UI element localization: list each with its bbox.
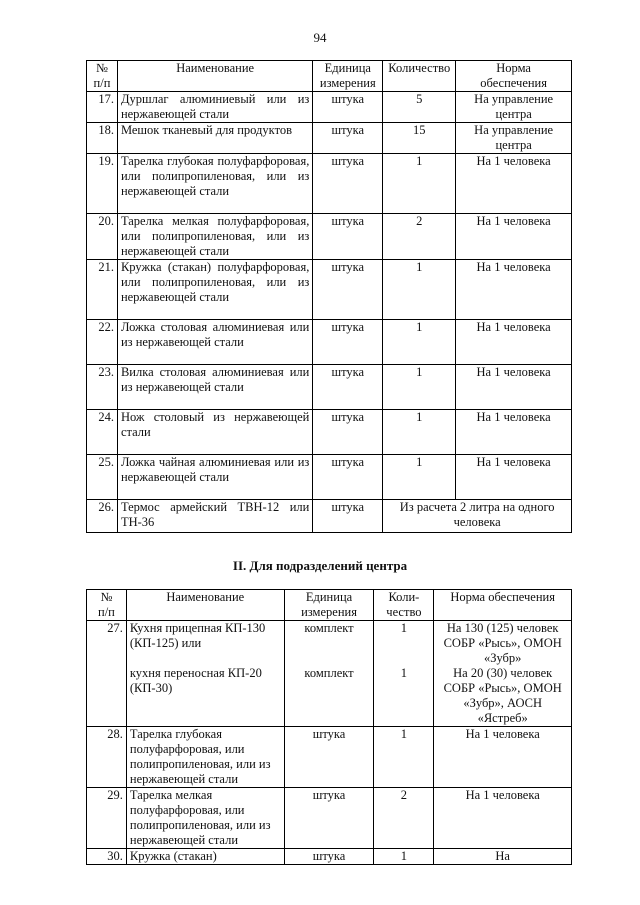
row-num: 26. (87, 500, 118, 533)
header-name: Наименование (126, 590, 284, 621)
page-number: 94 (313, 30, 327, 45)
row-norm: На 1 человека (456, 455, 572, 500)
row-num: 22. (87, 320, 118, 365)
table-row (87, 260, 572, 320)
table-header-row (87, 590, 572, 621)
row-norm: На 1 человека (434, 788, 572, 849)
header-name: Наименование (117, 61, 312, 92)
header-qty: Количество (383, 61, 456, 92)
row-merged-norm: Из расчета 2 литра на одного человека (383, 500, 572, 533)
row-num: 21. (87, 260, 118, 320)
row-name: Кухня прицепная КП-130 (КП-125) или кухня переносная КП-20 (КП-30) (126, 621, 284, 727)
header-norm: Норма обеспечения (456, 61, 572, 92)
table-row (87, 788, 572, 849)
row-qty: 1 (374, 849, 434, 865)
row-unit: штука (313, 154, 383, 214)
section-title: II. Для подразделений центра (232, 558, 408, 573)
row-num: 25. (87, 455, 118, 500)
row-unit: штука (284, 849, 374, 865)
row-name: Тарелка мелкая полуфарфоровая, или полипропиленовая, или из нержавеющей стали (126, 788, 284, 849)
row-num: 17. (87, 92, 118, 123)
row-norm: На 1 человека (456, 214, 572, 260)
table-row (87, 727, 572, 788)
row-name: Ложка чайная алюминиевая или из нержавеющей стали (117, 455, 312, 500)
table-row (87, 410, 572, 455)
row-num: 19. (87, 154, 118, 214)
row-unit: штука (313, 260, 383, 320)
table-row (87, 621, 572, 727)
row-norm: На 1 человека (456, 260, 572, 320)
header-unit: Единица измерения (284, 590, 374, 621)
table-header-row (87, 61, 572, 92)
table-row (87, 365, 572, 410)
row-norm: На 1 человека (456, 320, 572, 365)
header-qty: Коли- чество (374, 590, 434, 621)
row-norm: На 1 человека (434, 727, 572, 788)
row-qty: 2 (374, 788, 434, 849)
row-unit: комплект комплект (284, 621, 374, 727)
row-unit: штука (313, 320, 383, 365)
row-norm: На 1 человека (456, 154, 572, 214)
header-unit: Единица измерения (313, 61, 383, 92)
table-row (87, 500, 572, 533)
row-qty: 1 (374, 727, 434, 788)
row-name: Мешок тканевый для продуктов (117, 123, 312, 154)
row-name: Термос армейский ТВН-12 или ТН-36 (117, 500, 312, 533)
row-unit: штука (313, 92, 383, 123)
row-qty: 1 (383, 260, 456, 320)
row-norm: На 130 (125) человек СОБР «Рысь», ОМОН «Зубр» На 20 (30) человек СОБР «Рысь», ОМОН «Зубр», АОСН «Ястреб» (434, 621, 572, 727)
row-name: Тарелка мелкая полуфарфоровая, или полипропиленовая, или из нержавеющей стали (117, 214, 312, 260)
table-row (87, 214, 572, 260)
header-norm: Норма обеспечения (434, 590, 572, 621)
row-num: 27. (87, 621, 127, 727)
row-norm: На 1 человека (456, 410, 572, 455)
table-row (87, 92, 572, 123)
table-row (87, 455, 572, 500)
row-unit: штука (284, 727, 374, 788)
row-unit: штука (313, 214, 383, 260)
row-unit: штука (284, 788, 374, 849)
row-name: Дуршлаг алюминиевый или из нержавеющей стали (117, 92, 312, 123)
row-num: 28. (87, 727, 127, 788)
row-num: 30. (87, 849, 127, 865)
row-norm: На 1 человека (456, 365, 572, 410)
row-unit: штука (313, 123, 383, 154)
row-num: 29. (87, 788, 127, 849)
table-row (87, 849, 572, 865)
row-norm: На (434, 849, 572, 865)
row-num: 20. (87, 214, 118, 260)
row-num: 24. (87, 410, 118, 455)
row-unit: штука (313, 500, 383, 533)
row-name: Тарелка глубокая полуфарфоровая, или полипропиленовая, или из нержавеющей стали (126, 727, 284, 788)
header-num: № п/п (87, 61, 118, 92)
table-row (87, 320, 572, 365)
row-qty: 1 (383, 410, 456, 455)
row-qty: 1 (383, 365, 456, 410)
row-num: 23. (87, 365, 118, 410)
header-num: № п/п (87, 590, 127, 621)
row-name: Кружка (стакан) полуфарфоровая, или полипропиленовая, или из нержавеющей стали (117, 260, 312, 320)
row-unit: штука (313, 365, 383, 410)
row-norm: На управление центра (456, 123, 572, 154)
row-name: Кружка (стакан) (126, 849, 284, 865)
supply-table-2 (86, 589, 572, 865)
row-qty: 1 1 (374, 621, 434, 727)
row-name: Ложка столовая алюминиевая или из нержавеющей стали (117, 320, 312, 365)
row-qty: 1 (383, 455, 456, 500)
row-unit: штука (313, 410, 383, 455)
row-qty: 1 (383, 320, 456, 365)
row-norm: На управление центра (456, 92, 572, 123)
row-qty: 2 (383, 214, 456, 260)
row-num: 18. (87, 123, 118, 154)
row-qty: 15 (383, 123, 456, 154)
supply-table-1 (86, 60, 572, 533)
table-row (87, 123, 572, 154)
row-name: Нож столовый из нержавеющей стали (117, 410, 312, 455)
row-unit: штука (313, 455, 383, 500)
row-qty: 5 (383, 92, 456, 123)
row-name: Тарелка глубокая полуфарфоровая, или полипропиленовая, или из нержавеющей стали (117, 154, 312, 214)
row-name: Вилка столовая алюминиевая или из нержавеющей стали (117, 365, 312, 410)
table-row (87, 154, 572, 214)
row-qty: 1 (383, 154, 456, 214)
